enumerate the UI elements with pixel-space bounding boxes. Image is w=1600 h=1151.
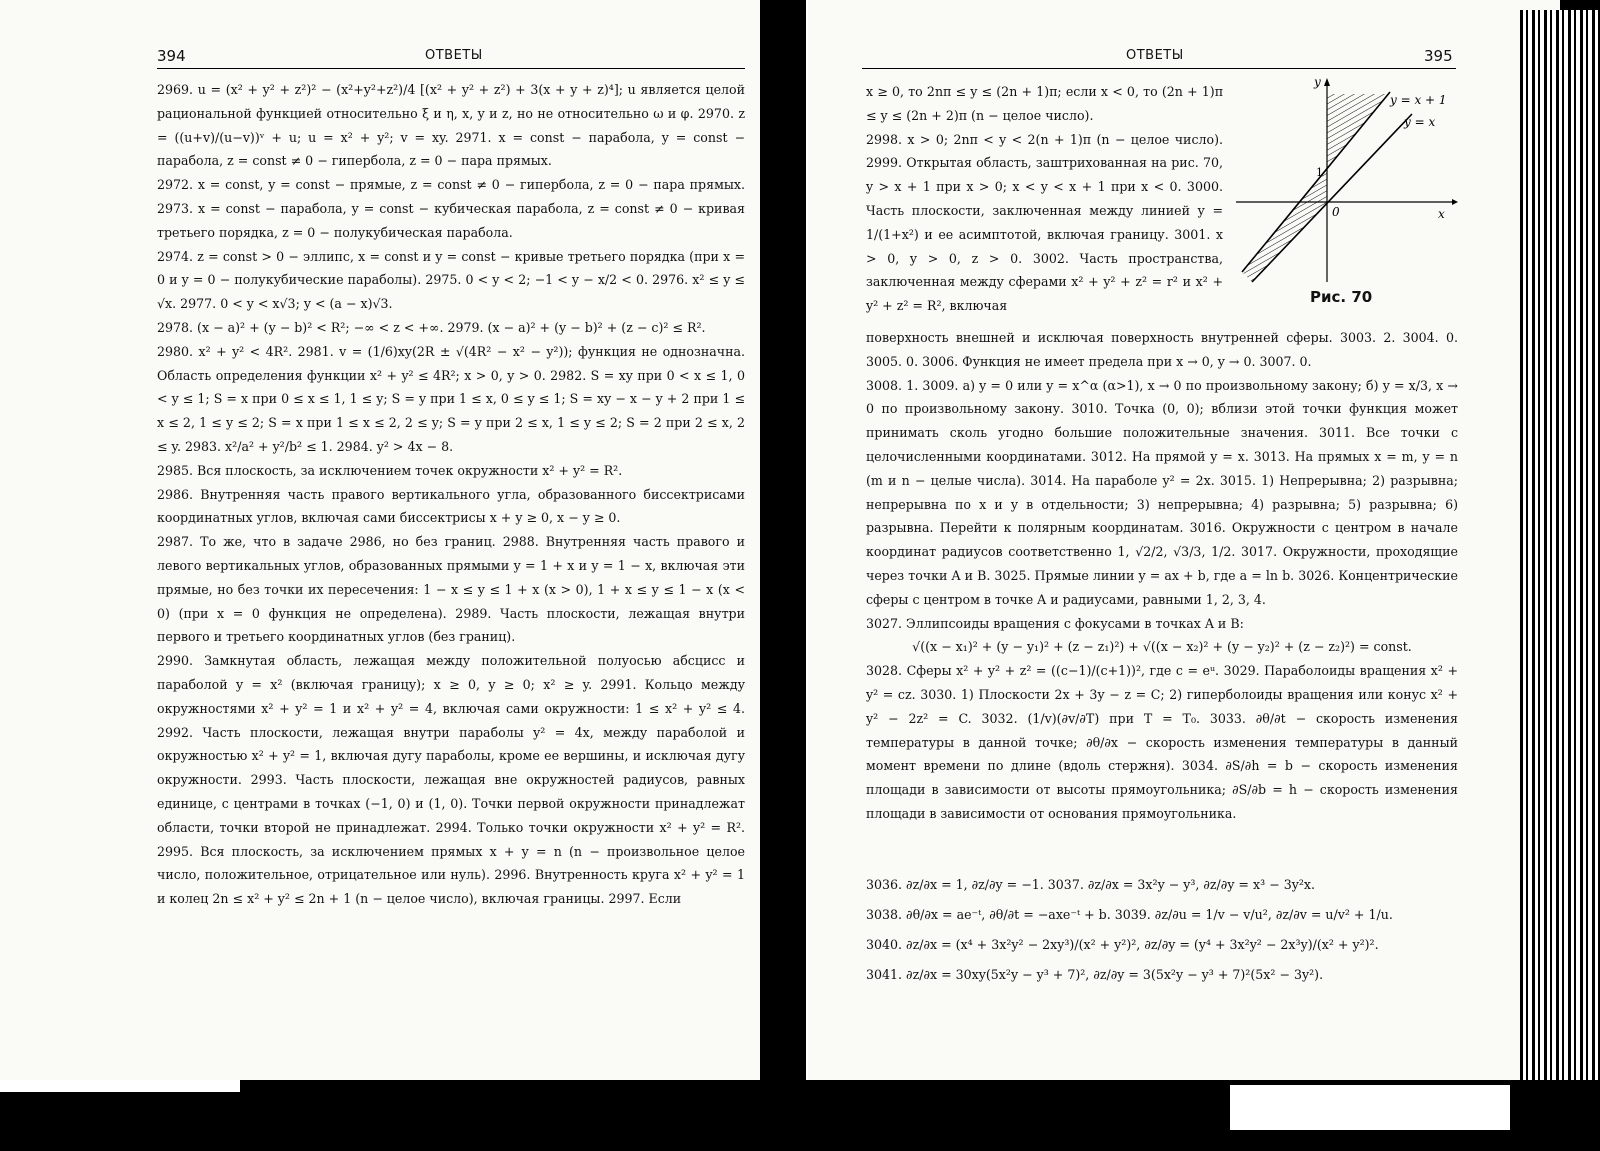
hatched-region-left bbox=[1242, 170, 1327, 282]
figure-caption: Рис. 70 bbox=[1310, 288, 1373, 306]
answer-paragraph: 2986. Внутренняя часть правого вертикального угла, образованного биссектрисами координатных углов, включая сами биссектрисы x + y ≥ 0, x − y ≥ 0. bbox=[157, 486, 745, 526]
formula-line: 3040. ∂z/∂x = (x⁴ + 3x²y² − 2xy³)/(x² + y²)², ∂z/∂y = (y⁴ + 3x²y² − 2x³y)/(x² + y²)². bbox=[866, 937, 1379, 952]
answer-paragraph: 2990. Замкнутая область, лежащая между положительной полуосью абсцисс и параболой y = x² (включая границу); x ≥ 0, y ≥ 0; x² ≥ y. 2991. Кольцо между окружностями x² + y² = 1 и x² + y² = 4, включая сами окружности: 1 ≤ x² + y² ≤ 4. 2992. Часть плоскости, лежащая внутри параболы y² = 4x, между параболой и окружностью x² + y² = 1, включая дугу параболы, кроме ее вершины, и исключая дугу окружности. 2993. Часть плоскости, лежащая вне окружностей радиусов, равных единице, с центрами в точках (−1, 0) и (1, 0). Точки первой окружности принадлежат области, точки второй не принадлежат. 2994. Только точки окружности x² + y² = R². 2995. Вся плоскость, за исключением прямых x + y = n (n − произвольное целое число, положительное, отрицательное или нуль). 2996. Внутренность круга x² + y² = 1 и колец 2n ≤ x² + y² ≤ 2n + 1 (n − целое число), включая границы. 2997. Если bbox=[157, 653, 745, 907]
right-formula-lines bbox=[866, 870, 1458, 990]
answer-paragraph: 2974. z = const > 0 − эллипс, x = const и y = const − кривые третьего порядка (при x = 0 и y = 0 − полукубические параболы). 2975. 0 < y < 2; −1 < y − x/2 < 0. 2976. x² ≤ y ≤ √x. 2977. 0 < y < x√3; y < (a − x)√3. bbox=[157, 248, 745, 312]
answer-paragraph: 2980. x² + y² < 4R². 2981. v = (1/6)xy(2R ± √(4R² − x² − y²)); функция не однозначна. Область определения функции x² + y² ≤ 4R²; x > 0, y > 0. 2982. S = xy при 0 < x ≤ 1, 0 < y ≤ 1; S = x при 0 ≤ x ≤ 1, 1 ≤ y; S = y при 1 ≤ x, 0 ≤ y ≤ 1; S = xy − x − y + 2 при 1 ≤ x ≤ 2, 1 ≤ y ≤ 2; S = x при 1 ≤ x ≤ 2, 2 ≤ y; S = y при 2 ≤ x, 1 ≤ y ≤ 2; S = 2 при 2 ≤ x, 2 ≤ y. 2983. x²/a² + y²/b² ≤ 1. 2984. y² > 4x − 8. bbox=[157, 343, 745, 454]
scan-margin bbox=[0, 1080, 240, 1092]
display-formula: √((x − x₁)² + (y − y₁)² + (z − z₁)²) + √((x − x₂)² + (y − y₂)² + (z − z₂)²) = const. bbox=[912, 639, 1412, 655]
figure-axis-x-label: x bbox=[1438, 207, 1445, 221]
page-edges bbox=[1520, 10, 1600, 1151]
answer-paragraph: 3027. Эллипсоиды вращения с фокусами в точках A и B: bbox=[866, 615, 1244, 631]
answer-paragraph: 2998. x > 0; 2nπ < y < 2(n + 1)π (n − целое число). 2999. Открытая область, заштрихованная на рис. 70, y > x + 1 при x > 0; x < y < x + 1 при x < 0. 3000. Часть плоскости, заключенная между линией y = 1/(1+x²) и ее асимптотой, включая границу. 3001. x > 0, y > 0, z > 0. 3002. Часть пространства, заключенная между сферами x² + y² + z² = r² и x² + y² + z² = R², включая bbox=[866, 131, 1223, 314]
formula-line: 3036. ∂z/∂x = 1, ∂z/∂y = −1. 3037. ∂z/∂x = 3x²y − y³, ∂z/∂y = x³ − 3y²x. bbox=[866, 877, 1315, 892]
answer-paragraph: 2985. Вся плоскость, за исключением точек окружности x² + y² = R². bbox=[157, 462, 623, 478]
right-page-number: 395 bbox=[1424, 47, 1453, 65]
right-header-rule bbox=[862, 68, 1456, 69]
answer-paragraph: поверхность внешней и исключая поверхность внутренней сферы. 3003. 2. 3004. 0. 3005. 0. 3006. Функция не имеет предела при x → 0, y → 0. 3007. 0. bbox=[866, 330, 1458, 369]
line-y-equals-x-plus-1 bbox=[1242, 92, 1390, 272]
answer-paragraph: x ≥ 0, то 2nπ ≤ y ≤ (2n + 1)π; если x < 0, то (2n + 1)π ≤ y ≤ (2n + 2)π (n − целое число). bbox=[866, 84, 1223, 123]
figure-origin-label: 0 bbox=[1332, 205, 1340, 219]
figure-tick-label: 1 bbox=[1316, 166, 1323, 179]
formula-line: 3038. ∂θ/∂x = ae⁻ᵗ, ∂θ/∂t = −axe⁻ᵗ + b. 3039. ∂z/∂u = 1/v − v/u², ∂z/∂v = u/v² + 1/u. bbox=[866, 907, 1393, 922]
answer-paragraph: 2969. u = (x² + y² + z²)² − (x²+y²+z²)/4 [(x² + y² + z²) + 3(x + y + z)⁴]; u является целой рациональной функцией относительно ξ и η, x, y и z, но не относительно ω и φ. 2970. z = ((u+v)/(u−v))ᵛ + u; u = x² + y²; v = xy. 2971. x = const − парабола, y = const − парабола, z = const ≠ 0 − гипербола, z = 0 − пара прямых. bbox=[157, 82, 745, 169]
figure-axis-y-label: y bbox=[1314, 75, 1321, 89]
answer-paragraph: 3028. Сферы x² + y² + z² = ((c−1)/(c+1))², где c = eᵘ. 3029. Параболоиды вращения x² + y² = cz. 3030. 1) Плоскости 2x + 3y − z = C; 2) гиперболоиды вращения или конус x² + y² − 2z² = C. 3032. (1/v)(∂v/∂T) при T = T₀. 3033. ∂θ/∂t − скорость изменения температуры в данной точке; ∂θ/∂x − скорость изменения температуры в данный момент времени по длине (вдоль стержня). 3034. ∂S/∂h = b − скорость изменения площади в зависимости от высоты прямоугольника; ∂S/∂b = h − скорость изменения площади в зависимости от основания прямоугольника. bbox=[866, 663, 1458, 821]
y-axis-arrow-icon bbox=[1324, 78, 1330, 86]
left-page-number: 394 bbox=[157, 47, 186, 65]
figure-line-lower-label: y = x bbox=[1404, 115, 1436, 129]
formula-line: 3041. ∂z/∂x = 30xy(5x²y − y³ + 7)², ∂z/∂y = 3(5x²y − y³ + 7)²(5x² − 3y²). bbox=[866, 967, 1324, 982]
right-main-text bbox=[866, 326, 1458, 826]
answer-paragraph: 2978. (x − a)² + (y − b)² < R²; −∞ < z < +∞. 2979. (x − a)² + (y − b)² + (z − c)² ≤ R². bbox=[157, 319, 706, 335]
figure-70 bbox=[1232, 72, 1462, 287]
right-running-head: ОТВЕТЫ bbox=[1126, 48, 1184, 63]
answer-paragraph: 3008. 1. 3009. а) y = 0 или y = x^α (α>1), x → 0 по произвольному закону; б) y = x/3, x → 0 по произвольному закону. 3010. Точка (0, 0); вблизи этой точки функция может принимать сколь угодно большие положительные значения. 3011. Все точки с целочисленными координатами. 3012. На прямой y = x. 3013. На прямых x = m, y = n (m и n − целые числа). 3014. На параболе y² = 2x. 3015. 1) Непрерывна; 2) разрывна; непрерывна по x и y в отдельности; 3) непрерывна; 4) разрывна; 5) разрывна; 6) разрывна. Перейти к полярным координатам. 3016. Окружности с центром в начале координат радиусов соответственно 1, √2/2, √3/3, 1/2. 3017. Окружности, проходящие через точки A и B. 3025. Прямые линии y = ax + b, где a = ln b. 3026. Концентрические сферы с центром в точке A и радиусами, равными 1, 2, 3, 4. bbox=[866, 377, 1459, 607]
left-running-head: ОТВЕТЫ bbox=[425, 48, 483, 63]
right-top-text bbox=[866, 80, 1223, 318]
answer-paragraph: 2987. То же, что в задаче 2986, но без границ. 2988. Внутренняя часть правого и левого вертикальных углов, образованных прямыми y = 1 + x и y = 1 − x, включая эти прямые, но без точки их пересечения: 1 − x ≤ y ≤ 1 + x (x > 0), 1 + x ≤ y ≤ 1 − x (x < 0) (при x = 0 функция не определена). 2989. Часть плоскости, лежащая внутри первого и третьего координатных углов (без границ). bbox=[157, 534, 745, 645]
left-page-text bbox=[157, 78, 745, 911]
x-axis-arrow-icon bbox=[1452, 199, 1458, 205]
gutter-shadow bbox=[796, 10, 802, 1080]
figure-line-upper-label: y = x + 1 bbox=[1390, 93, 1447, 107]
left-header-rule bbox=[157, 68, 745, 69]
scan-margin-right bbox=[1230, 1085, 1510, 1130]
answer-paragraph: 2972. x = const, y = const − прямые, z = const ≠ 0 − гипербола, z = 0 − пара прямых. 2973. x = const − парабола, y = const − кубическая парабола, z = const ≠ 0 − кривая третьего порядка, z = 0 − полукубическая парабола. bbox=[157, 177, 745, 240]
